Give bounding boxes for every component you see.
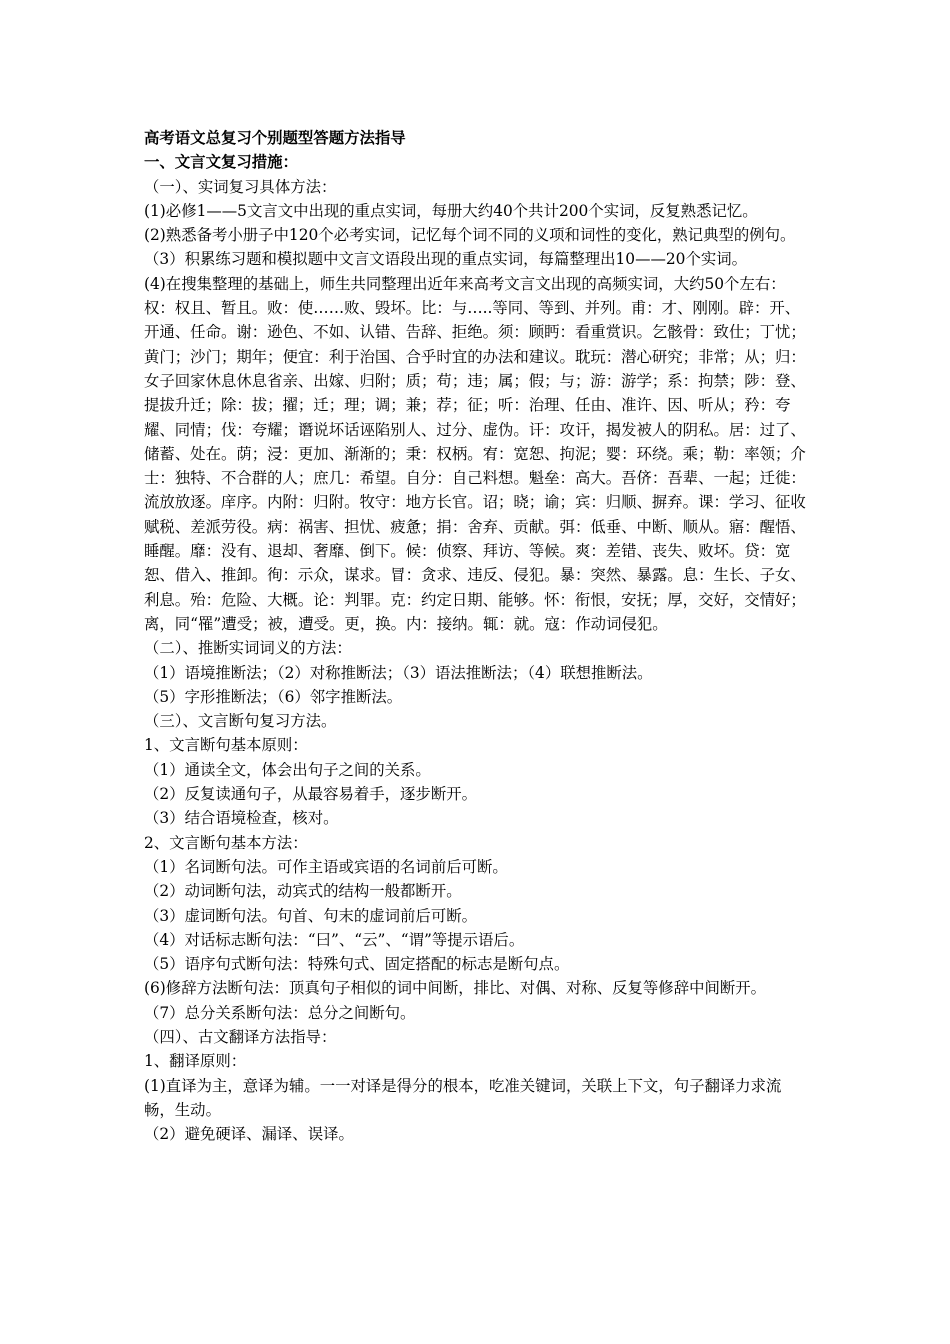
paragraph-line: （一）、实词复习具体方法： (144, 177, 337, 196)
paragraph-line: （3）积累练习题和模拟题中文言文语段出现的重点实词，每篇整理出10——20个实词。 (144, 250, 748, 269)
paragraph-line: （1）名词断句法。可作主语或宾语的名词前后可断。 (144, 857, 508, 876)
paragraph-line: （1）通读全文，体会出句子之间的关系。 (144, 760, 431, 779)
paragraph-line: 1、翻译原则： (144, 1052, 247, 1071)
paragraph-line: (1)直译为主，意译为辅。一一对译是得分的根本，吃准关键词，关联上下文，句子翻译力求流畅，生动。 (144, 1076, 782, 1119)
paragraph-line: (2)熟悉备考小册子中120个必考实词，记忆每个词不同的义项和词性的变化，熟记典型的例句。 (144, 226, 796, 245)
paragraph-line: （2）避免硬译、漏译、误译。 (144, 1125, 354, 1144)
paragraph-line: 2、文言断句基本方法： (144, 833, 308, 852)
paragraph-line: （四）、古文翻译方法指导： (144, 1027, 337, 1046)
document-title: 高考语文总复习个别题型答题方法指导 (144, 129, 406, 147)
paragraph-line: （5）字形推断法；（6）邻字推断法。 (144, 687, 403, 706)
paragraph-line: （2）反复读通句子，从最容易着手，逐步断开。 (144, 785, 477, 804)
paragraph-line: （3）虚词断句法。句首、句末的虚词前后可断。 (144, 906, 477, 925)
paragraph-line: （3）结合语境检查，核对。 (144, 809, 339, 828)
paragraph-line: （1）语境推断法；（2）对称推断法；（3）语法推断法；（4）联想推断法。 (144, 663, 653, 682)
section-heading: 一、文言文复习措施： (144, 153, 298, 172)
paragraph-line: (1)必修1——5文言文中出现的重点实词，每册大约40个共计200个实词，反复熟悉记忆。 (144, 201, 758, 220)
document-page (144, 126, 812, 1146)
paragraph-line: （2）动词断句法，动宾式的结构一般都断开。 (144, 882, 462, 901)
paragraph-line: (4)在搜集整理的基础上，师生共同整理出近年来高考文言文出现的高频实词，大约50个左右：权：权且、暂且。败：使……败、毁坏。比：与…..等同、等到、并列。甫：才、刚刚。辟：开、开通、任命。谢：逊色、不如、认错、告辞、拒绝。须：顾眄：看重赏识。乞骸骨：致仕；丁忧；黄门；沙门；期年；便宜：利于治国、合乎时宜的办法和建议。耽玩：潜心研究；非常；从；归：女子回家休息休息省亲、出嫁、归附；质；苟；违；属；假；与；游：游学；系：拘禁；陟：登、提拔升迁；除：拔；擢；迁；理；调；兼；荐；征；听：治理、任由、准许、因、听从；矜：夸耀、同情；伐：夸耀；谮说坏话诬陷别人、过分、虚伪。讦：攻讦，揭发被人的阴私。居：过了、储蓄、处在。荫；浸：更加、渐渐的；秉：权柄。宥：宽恕、拘泥；婴：环绕。乘；勒：率领；介士：独特、不合群的人；庶几：希望。自分：自己料想。魁垒：高大。吾侪：吾辈、一起；迁徙：流放放逐。庠序。内附：归附。牧守：地方长官。诏；晓；谕；宾：归顺、摒弃。课：学习、征收赋税、差派劳役。病：祸害、担忧、疲惫；捐：舍弃、贡献。弭：低垂、中断、顺从。寤：醒悟、睡醒。靡：没有、退却、奢靡、倒下。候：侦察、拜访、等候。爽：差错、丧失、败坏。贷：宽恕、借入、推卸。徇：示众，谋求。冒：贪求、违反、侵犯。暴：突然、暴露。息：生长、子女、利息。殆：危险、大概。论：判罪。克：约定日期、能够。怀：衔恨，安抚；厚，交好，交情好；离，同“罹”遭受；被，遭受。更，换。内：接纳。辄：就。寇：作动词侵犯。 (144, 274, 806, 633)
paragraph-line: 1、文言断句基本原则： (144, 736, 308, 755)
paragraph-line: （二）、推断实词词义的方法： (144, 639, 352, 658)
paragraph-line: （7）总分关系断句法：总分之间断句。 (144, 1003, 416, 1022)
paragraph-line: (6)修辞方法断句法：顶真句子相似的词中间断，排比、对偶、对称、反复等修辞中间断开。 (144, 979, 767, 998)
paragraph-line: （5）语序句式断句法：特殊句式、固定搭配的标志是断句点。 (144, 955, 570, 974)
paragraph-line: （4）对话标志断句法：“曰”、“云”、“谓”等提示语后。 (144, 930, 525, 949)
paragraph-line: （三）、文言断句复习方法。 (144, 712, 337, 731)
